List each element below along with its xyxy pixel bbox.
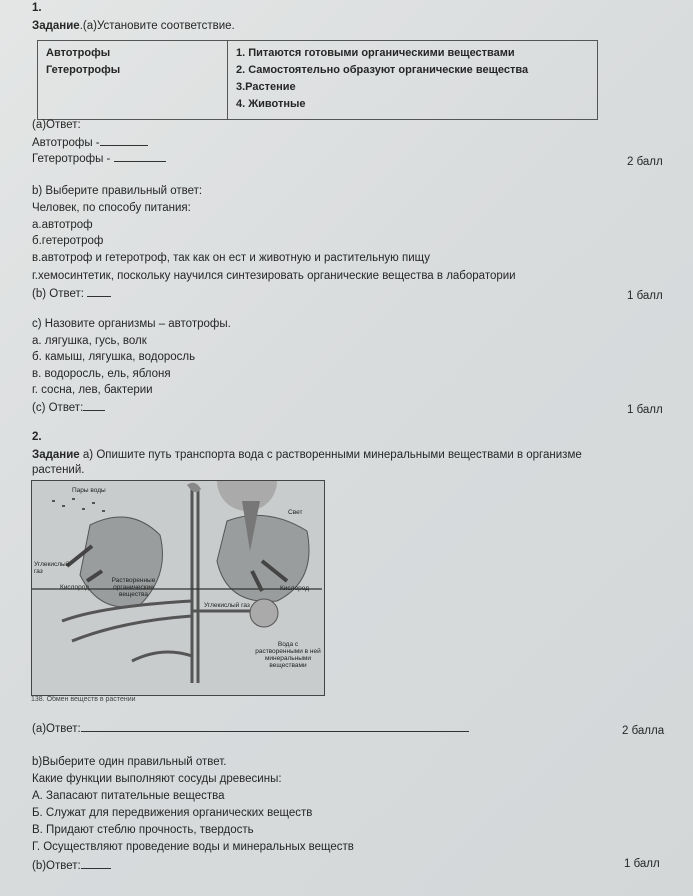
figure-label: Свет bbox=[288, 509, 303, 516]
right-item: 1. Питаются готовыми органическими веществами bbox=[236, 47, 515, 59]
option: г. сосна, лев, бактерии bbox=[32, 384, 153, 396]
option: а. лягушка, гусь, волк bbox=[32, 335, 147, 347]
question-2b-title: b)Выберите один правильный ответ. bbox=[32, 756, 227, 768]
answer-line-heterotrophs[interactable]: Гетеротрофы - bbox=[32, 151, 166, 165]
option: в.автотроф и гетеротроф, так как он ест и животную и растительную пищу bbox=[32, 252, 430, 264]
points: 1 балл bbox=[627, 290, 663, 302]
points: 2 балл bbox=[627, 156, 663, 168]
question-2-number: 2. bbox=[32, 431, 42, 443]
option: б.гетеротроф bbox=[32, 235, 104, 247]
option: А. Запасают питательные вещества bbox=[32, 790, 225, 802]
question-1b-title: b) Выберите правильный ответ: bbox=[32, 185, 203, 197]
figure-label: Кислород bbox=[280, 585, 310, 592]
answer-line-c[interactable]: (c) Ответ: bbox=[32, 400, 105, 414]
question-1-number: 1. bbox=[32, 2, 42, 14]
option: а.автотроф bbox=[32, 219, 93, 231]
figure-caption: 138. Обмен веществ в растении bbox=[31, 696, 136, 703]
figure-label: Углекислый газ bbox=[34, 561, 70, 575]
option: Г. Осуществляют проведение воды и минеральных веществ bbox=[32, 841, 354, 853]
option: В. Придают стеблю прочность, твердость bbox=[32, 824, 254, 836]
question-1c-title: c) Назовите организмы – автотрофы. bbox=[32, 318, 231, 330]
left-item: Автотрофы bbox=[46, 47, 111, 59]
figure-label: Кислород bbox=[60, 584, 90, 591]
answer-line-2b[interactable]: (b)Ответ: bbox=[32, 858, 111, 872]
question-1-task: Задание.(а)Установите соответствие. bbox=[32, 20, 235, 32]
left-item: Гетеротрофы bbox=[46, 64, 121, 76]
matching-table bbox=[37, 40, 598, 120]
right-item: 2. Самостоятельно образуют органические вещества bbox=[236, 64, 529, 76]
right-item: 3.Растение bbox=[236, 81, 296, 93]
figure-label: Пары воды bbox=[72, 487, 106, 494]
figure-label: Углекислый газ bbox=[204, 602, 250, 609]
points: 2 балла bbox=[622, 725, 665, 737]
answer-line-autotrophs[interactable]: Автотрофы - bbox=[32, 135, 148, 149]
plant-metabolism-figure bbox=[31, 480, 325, 696]
option: в. водоросль, ель, яблоня bbox=[32, 368, 171, 380]
question-2-task: Задание а) Опишите путь транспорта вода с растворенными минеральными веществами в организме bbox=[32, 449, 582, 461]
figure-label: Вода с растворенными в ней минеральными веществами bbox=[255, 641, 321, 669]
right-item: 4. Животные bbox=[236, 98, 306, 110]
points: 1 балл bbox=[624, 858, 660, 870]
points: 1 балл bbox=[627, 404, 663, 416]
option: б. камыш, лягушка, водоросль bbox=[32, 351, 196, 363]
question-2b-text: Какие функции выполняют сосуды древесины: bbox=[32, 773, 282, 785]
question-2-task-cont: растений. bbox=[32, 464, 85, 476]
answer-line-b[interactable]: (b) Ответ: bbox=[32, 286, 111, 300]
option: Б. Служат для передвижения органических веществ bbox=[32, 807, 313, 819]
answer-line-2a[interactable]: (а)Ответ: bbox=[32, 721, 469, 735]
figure-label: Растворенные органические вещества bbox=[111, 577, 156, 598]
answer-label-a: (а)Ответ: bbox=[32, 119, 81, 131]
option: г.хемосинтетик, поскольку научился синтезировать органические вещества в лаборатории bbox=[32, 270, 516, 282]
question-1b-text: Человек, по способу питания: bbox=[32, 202, 191, 214]
